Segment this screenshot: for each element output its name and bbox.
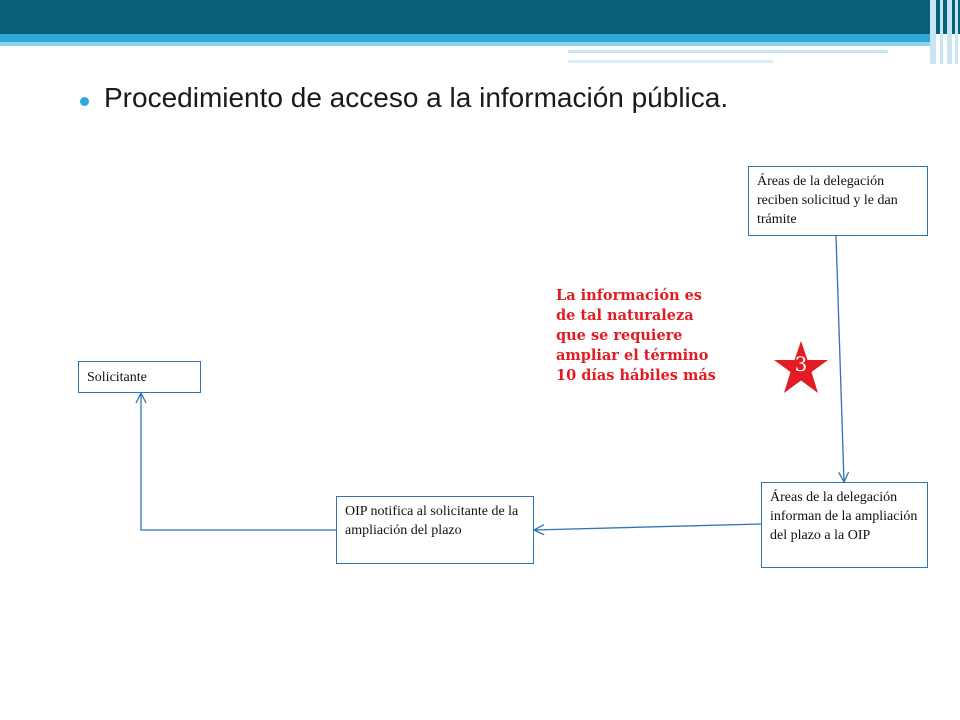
ampliacion-note: La información es de tal naturaleza que se requiere ampliar el término 10 días hábiles más <box>556 287 716 384</box>
oip-notifica-box: OIP notifica al solicitante de la ampliación del plazo <box>336 496 534 564</box>
areas-reciben-box: Áreas de la delegación reciben solicitud y le dan trámite <box>748 166 928 236</box>
arrow-oip-to-solicitante <box>141 393 336 530</box>
slide-title: Procedimiento de acceso a la información pública. <box>104 82 729 113</box>
solicitante-box: Solicitante <box>78 361 201 393</box>
arrow-informan-to-oip <box>534 524 761 530</box>
step-badge <box>772 340 830 396</box>
arrow-reciben-to-informan <box>836 236 844 482</box>
areas-informan-box: Áreas de la delegación informan de la ampliación del plazo a la OIP <box>761 482 928 568</box>
step-number: 3 <box>794 352 808 376</box>
